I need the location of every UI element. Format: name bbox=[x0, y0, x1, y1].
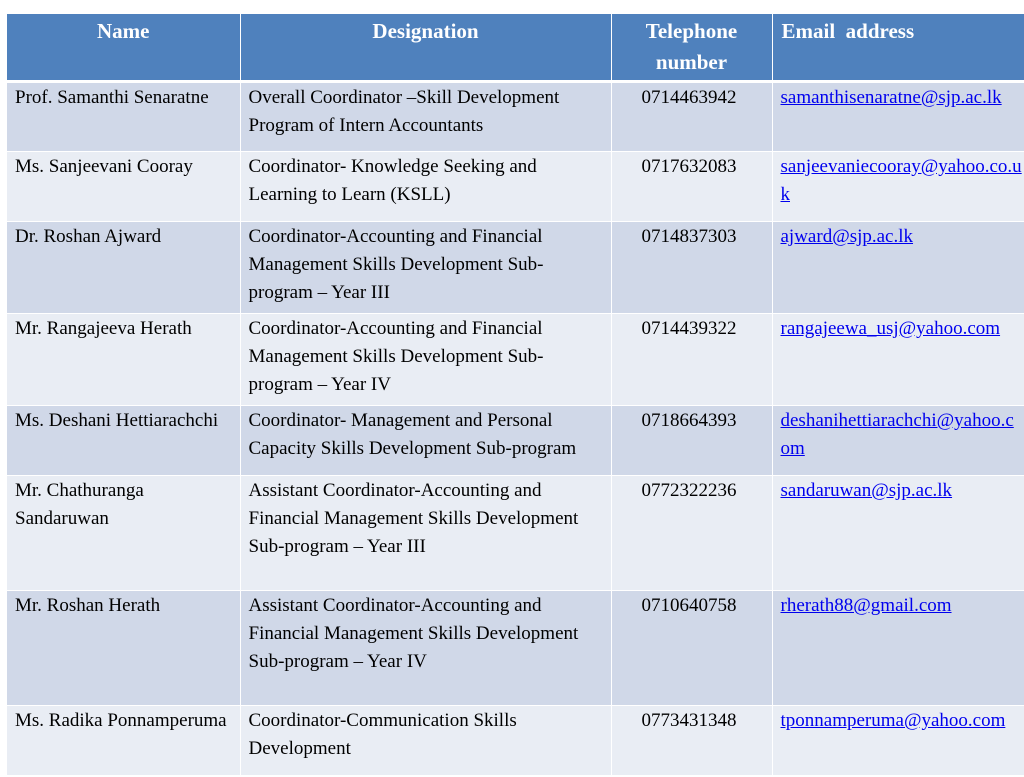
cell-email bbox=[772, 222, 1024, 314]
email-link[interactable]: deshanihettiarachchi@yahoo.com bbox=[780, 410, 1014, 459]
cell-designation: Coordinator- Management and Personal Capacity Skills Development Sub-program bbox=[240, 406, 611, 476]
cell-telephone: 0714439322 bbox=[611, 314, 772, 406]
table-row bbox=[7, 222, 1024, 314]
header-telephone bbox=[611, 14, 772, 82]
cell-email bbox=[772, 706, 1024, 776]
cell-email bbox=[772, 591, 1024, 706]
cell-designation: Coordinator- Knowledge Seeking and Learning to Learn (KSLL) bbox=[240, 152, 611, 222]
email-link[interactable]: samanthisenaratne@sjp.ac.lk bbox=[780, 87, 1002, 108]
table-row bbox=[7, 314, 1024, 406]
cell-designation: Overall Coordinator –Skill Development Program of Intern Accountants bbox=[240, 82, 611, 152]
cell-telephone: 0773431348 bbox=[611, 706, 772, 776]
header-name: Name bbox=[7, 14, 240, 82]
cell-email bbox=[772, 406, 1024, 476]
cell-name: Dr. Roshan Ajward bbox=[7, 222, 240, 314]
header-designation: Designation bbox=[240, 14, 611, 82]
email-link[interactable]: rangajeewa_usj@yahoo.com bbox=[780, 318, 1001, 339]
table-row bbox=[7, 82, 1024, 152]
cell-telephone: 0714837303 bbox=[611, 222, 772, 314]
table-row bbox=[7, 476, 1024, 591]
header-row bbox=[7, 14, 1024, 82]
cell-designation: Assistant Coordinator-Accounting and Financial Management Skills Development Sub-program – Year IV bbox=[240, 591, 611, 706]
table-row bbox=[7, 591, 1024, 706]
header-email: Email address bbox=[772, 14, 1024, 82]
cell-email bbox=[772, 82, 1024, 152]
table-row bbox=[7, 406, 1024, 476]
email-link[interactable]: ajward@sjp.ac.lk bbox=[780, 226, 914, 247]
cell-telephone: 0717632083 bbox=[611, 152, 772, 222]
cell-email bbox=[772, 314, 1024, 406]
email-link[interactable]: sandaruwan@sjp.ac.lk bbox=[780, 480, 953, 501]
coordinators-table bbox=[7, 14, 1024, 776]
cell-designation: Coordinator-Accounting and Financial Management Skills Development Sub-program – Year IV bbox=[240, 314, 611, 406]
cell-name: Mr. Roshan Herath bbox=[7, 591, 240, 706]
cell-name: Mr. Chathuranga Sandaruwan bbox=[7, 476, 240, 591]
cell-telephone: 0710640758 bbox=[611, 591, 772, 706]
cell-name: Ms. Sanjeevani Cooray bbox=[7, 152, 240, 222]
cell-telephone: 0772322236 bbox=[611, 476, 772, 591]
cell-name: Prof. Samanthi Senaratne bbox=[7, 82, 240, 152]
table-row bbox=[7, 706, 1024, 776]
cell-email bbox=[772, 476, 1024, 591]
email-link[interactable]: tponnamperuma@yahoo.com bbox=[780, 710, 1006, 731]
cell-name: Mr. Rangajeeva Herath bbox=[7, 314, 240, 406]
cell-designation: Assistant Coordinator-Accounting and Financial Management Skills Development Sub-program – Year III bbox=[240, 476, 611, 591]
cell-name: Ms. Radika Ponnamperuma bbox=[7, 706, 240, 776]
cell-designation: Coordinator-Communication Skills Development bbox=[240, 706, 611, 776]
email-link[interactable]: rherath88@gmail.com bbox=[780, 595, 952, 616]
email-link[interactable]: sanjeevaniecooray@yahoo.co.uk bbox=[780, 156, 1022, 205]
cell-telephone: 0714463942 bbox=[611, 82, 772, 152]
cell-email bbox=[772, 152, 1024, 222]
cell-name: Ms. Deshani Hettiarachchi bbox=[7, 406, 240, 476]
header-telephone-line1: Telephone bbox=[645, 19, 738, 43]
cell-designation: Coordinator-Accounting and Financial Management Skills Development Sub-program – Year III bbox=[240, 222, 611, 314]
header-telephone-line2: number bbox=[655, 50, 728, 74]
cell-telephone: 0718664393 bbox=[611, 406, 772, 476]
table-row bbox=[7, 152, 1024, 222]
